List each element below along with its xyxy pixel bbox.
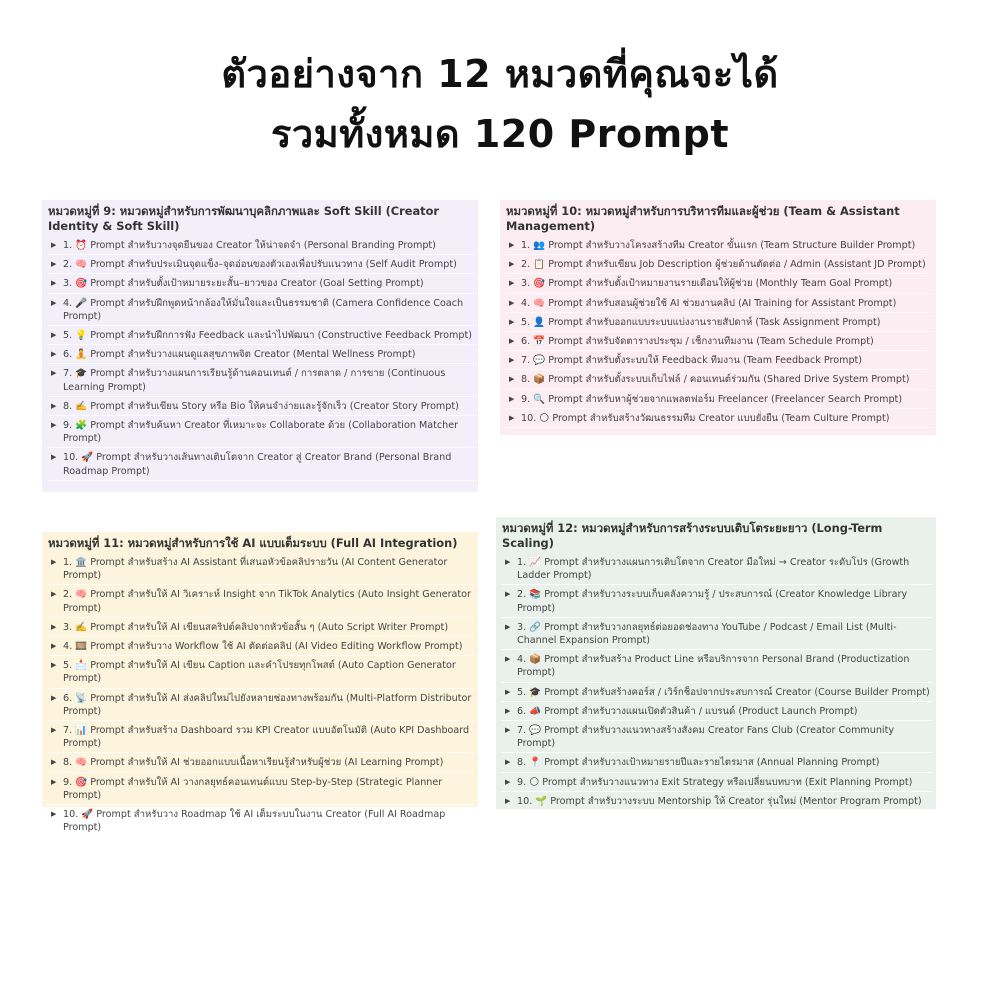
toggle-triangle-icon[interactable]: ▶ [51,726,57,735]
list-item[interactable] [47,774,474,805]
toggle-triangle-icon[interactable]: ▶ [505,706,511,715]
list-item[interactable] [47,657,474,688]
toggle-triangle-icon[interactable]: ▶ [51,693,57,702]
toggle-triangle-icon[interactable]: ▶ [51,810,57,819]
item-text: 8. ✍️ Prompt สำหรับเขียน Story หรือ Bio ให้คนจำง่ายและรู้จักเร็ว (Creator Story Prompt) [63,400,459,412]
list-item[interactable] [501,651,932,682]
toggle-triangle-icon[interactable]: ▶ [51,622,57,631]
list-item[interactable] [505,314,932,332]
item-text: 3. 🎯 Prompt สำหรับตั้งเป้าหมายระยะสั้น–ยาวของ Creator (Goal Setting Prompt) [63,278,424,290]
toggle-triangle-icon[interactable]: ▶ [505,726,511,735]
list-item[interactable] [47,619,474,637]
list-item[interactable] [47,256,474,274]
toggle-triangle-icon[interactable]: ▶ [51,350,57,359]
panel-title: หมวดหมู่ที่ 11: หมวดหมู่สำหรับการใช้ AI แบบเต็มระบบ (Full AI Integration) [48,536,458,550]
list-item[interactable] [505,391,932,409]
toggle-triangle-icon[interactable]: ▶ [51,558,57,566]
list-item[interactable] [47,722,474,753]
item-text: 10. 🌱 Prompt สำหรับวางระบบ Mentorship ให้ Creator รุ่นใหม่ (Mentor Program Prompt) [517,795,922,807]
item-text: 1. ⏰ Prompt สำหรับวางจุดยืนของ Creator ให้น่าจดจำ (Personal Branding Prompt) [63,240,436,251]
item-text: 3. ✍️ Prompt สำหรับให้ AI เขียนสคริปต์คลิปจากหัวข้อสั้น ๆ (Auto Script Writer Prompt) [63,621,449,633]
toggle-triangle-icon[interactable]: ▶ [509,356,515,365]
list-item[interactable] [47,554,474,585]
toggle-triangle-icon[interactable]: ▶ [505,622,511,631]
list-item[interactable] [505,371,932,389]
item-text: 7. 💬 Prompt สำหรับวางแนวทางสร้างสังคม Creator Fans Club (Creator Community Prompt) [517,725,895,750]
toggle-triangle-icon[interactable]: ▶ [505,655,511,664]
toggle-triangle-icon[interactable]: ▶ [51,453,57,462]
toggle-triangle-icon[interactable]: ▶ [51,758,57,767]
list-item[interactable] [501,703,932,721]
item-text: 6. 📣 Prompt สำหรับวางแผนเปิดตัวสินค้า / แบรนด์ (Product Launch Prompt) [517,705,858,717]
item-text: 2. 🧠 Prompt สำหรับให้ AI วิเคราะห์ Insight จาก TikTok Analytics (Auto Insight Generator Prompt) [63,589,471,614]
headline [0,44,1000,164]
item-text: 6. 📅 Prompt สำหรับจัดตารางประชุม / เช็กงานทีมงาน (Team Schedule Prompt) [521,336,874,348]
list-item[interactable] [47,806,474,837]
list-item[interactable] [47,237,474,255]
toggle-triangle-icon[interactable]: ▶ [509,375,515,384]
item-text: 9. 🧩 Prompt สำหรับค้นหา Creator ที่เหมาะจะ Collaborate ด้วย (Collaboration Matcher Prompt) [63,420,459,445]
toggle-triangle-icon[interactable]: ▶ [51,421,57,430]
list-item[interactable] [505,237,932,255]
toggle-triangle-icon[interactable]: ▶ [51,260,57,269]
item-text: 4. 📦 Prompt สำหรับสร้าง Product Line หรือบริการจาก Personal Brand (Productization Prompt) [517,654,910,679]
item-text: 1. 📈 Prompt สำหรับวางแผนการเติบโตจาก Creator มือใหม่ → Creator ระดับโปร (Growth Ladder Prompt) [517,557,910,582]
prompt-list [47,237,474,481]
list-item[interactable] [47,346,474,364]
item-text: 5. 💡 Prompt สำหรับฝึกการฟัง Feedback และนำไปพัฒนา (Constructive Feedback Prompt) [63,330,472,342]
toggle-triangle-icon[interactable]: ▶ [51,642,57,651]
item-text: 4. 🧠 Prompt สำหรับสอนผู้ช่วยใช้ AI ช่วยงานคลิป (AI Training for Assistant Prompt) [521,297,897,309]
toggle-triangle-icon[interactable]: ▶ [51,331,57,340]
toggle-triangle-icon[interactable]: ▶ [509,317,515,326]
list-item[interactable] [501,684,932,702]
list-item[interactable] [501,619,932,650]
item-text: 9. 🎯 Prompt สำหรับให้ AI วางกลยุทธ์คอนเทนต์แบบ Step-by-Step (Strategic Planner Prompt) [63,776,443,801]
list-item[interactable] [501,554,932,585]
item-text: 9. 🌕 Prompt สำหรับวางแนวทาง Exit Strategy หรือเปลี่ยนบทบาท (Exit Planning Prompt) [517,776,913,788]
list-item[interactable] [505,295,932,313]
list-item[interactable] [505,410,932,428]
item-text: 10. 🌕 Prompt สำหรับสร้างวัฒนธรรมทีม Creator แบบยั่งยืน (Team Culture Prompt) [521,412,890,424]
toggle-triangle-icon[interactable]: ▶ [51,298,57,307]
prompt-list [501,554,932,811]
list-item[interactable] [47,449,474,480]
item-text: 10. 🚀 Prompt สำหรับวาง Roadmap ใช้ AI เต็มระบบในงาน Creator (Full AI Roadmap Prompt) [63,809,446,834]
toggle-triangle-icon[interactable]: ▶ [505,796,511,805]
toggle-triangle-icon[interactable]: ▶ [51,777,57,786]
toggle-triangle-icon[interactable]: ▶ [509,298,515,307]
item-text: 2. 🧠 Prompt สำหรับประเมินจุดแข็ง–จุดอ่อนของตัวเองเพื่อปรับแนวทาง (Self Audit Prompt) [63,259,457,271]
item-text: 5. 📩 Prompt สำหรับให้ AI เขียน Caption และคำโปรยทุกโพสต์ (Auto Caption Generator Prompt) [63,660,456,685]
list-item[interactable] [501,793,932,811]
list-item[interactable] [47,365,474,396]
list-item[interactable] [501,722,932,753]
category-panel-10 [500,200,936,435]
toggle-triangle-icon[interactable]: ▶ [505,777,511,786]
toggle-triangle-icon[interactable]: ▶ [51,590,57,599]
panel-title: หมวดหมู่ที่ 10: หมวดหมู่สำหรับการบริหารทีมและผู้ช่วย (Team & Assistant Management) [506,204,900,233]
list-item[interactable] [47,690,474,721]
list-item[interactable] [505,275,932,293]
item-text: 7. 🎓 Prompt สำหรับวางแผนการเรียนรู้ด้านคอนเทนต์ / การตลาด / การขาย (Continuous Learning Prompt) [63,368,446,393]
toggle-triangle-icon[interactable]: ▶ [509,413,515,422]
headline-line-1: ตัวอย่างจาก 12 หมวดที่คุณจะได้ [221,52,779,96]
item-text: 8. 🧠 Prompt สำหรับให้ AI ช่วยออกแบบเนื้อหาเรียนรู้สำหรับผู้ช่วย (AI Learning Prompt) [63,757,444,769]
item-text: 3. 🔗 Prompt สำหรับวางกลยุทธ์ต่อยอดช่องทาง YouTube / Podcast / Email List (Multi-Channel Expansion Prompt) [517,621,897,647]
toggle-triangle-icon[interactable]: ▶ [51,369,57,378]
toggle-triangle-icon[interactable]: ▶ [51,241,57,249]
item-text: 5. 👤 Prompt สำหรับออกแบบระบบแบ่งงานรายสัปดาห์ (Task Assignment Prompt) [521,316,881,328]
toggle-triangle-icon[interactable]: ▶ [509,394,515,403]
panel-title: หมวดหมู่ที่ 9: หมวดหมู่สำหรับการพัฒนาบุคลิกภาพและ Soft Skill (Creator Identity & Soft Skill) [48,204,440,233]
list-item[interactable] [501,754,932,772]
toggle-triangle-icon[interactable]: ▶ [509,241,515,249]
list-item[interactable] [47,295,474,326]
category-panel-11 [42,532,478,834]
list-item[interactable] [47,754,474,772]
headline-line-2: รวมทั้งหมด 120 Prompt [270,112,730,156]
item-text: 8. 📍 Prompt สำหรับวางเป้าหมายรายปีและรายไตรมาส (Annual Planning Prompt) [517,757,880,769]
toggle-triangle-icon[interactable]: ▶ [505,558,511,566]
list-item[interactable] [47,417,474,448]
list-item[interactable] [505,256,932,274]
list-item[interactable] [505,352,932,370]
prompt-list [505,237,932,428]
category-panel-9 [42,200,478,492]
toggle-triangle-icon[interactable]: ▶ [505,758,511,767]
item-text: 2. 📚 Prompt สำหรับวางระบบเก็บคลังความรู้ / ประสบการณ์ (Creator Knowledge Library Prompt) [517,589,908,614]
list-item[interactable] [47,638,474,656]
toggle-triangle-icon[interactable]: ▶ [505,590,511,599]
toggle-triangle-icon[interactable]: ▶ [509,279,515,288]
item-text: 6. 📡 Prompt สำหรับให้ AI ส่งคลิปใหม่ไปยังหลายช่องทางพร้อมกัน (Multi-Platform Distributor Prompt) [63,692,472,717]
item-text: 1. 👥 Prompt สำหรับวางโครงสร้างทีม Creator ขั้นแรก (Team Structure Builder Prompt) [521,240,916,251]
list-item[interactable] [501,774,932,792]
list-item[interactable] [47,275,474,293]
item-text: 2. 📋 Prompt สำหรับเขียน Job Description ผู้ช่วยด้านตัดต่อ / Admin (Assistant JD Prompt) [521,259,926,271]
list-item[interactable] [501,586,932,617]
list-item[interactable] [47,398,474,416]
item-text: 7. 💬 Prompt สำหรับตั้งระบบให้ Feedback ทีมงาน (Team Feedback Prompt) [521,355,863,367]
item-text: 7. 📊 Prompt สำหรับสร้าง Dashboard รวม KPI Creator แบบอัตโนมัติ (Auto KPI Dashboard Prompt) [63,725,470,750]
item-text: 10. 🚀 Prompt สำหรับวางเส้นทางเติบโตจาก Creator สู่ Creator Brand (Personal Brand Roadmap Prompt) [63,452,452,477]
panel-title: หมวดหมู่ที่ 12: หมวดหมู่สำหรับการสร้างระบบเติบโตระยะยาว (Long-Term Scaling) [502,521,883,550]
list-item[interactable] [505,333,932,351]
toggle-triangle-icon[interactable]: ▶ [51,401,57,410]
item-text: 1. 🏛️ Prompt สำหรับสร้าง AI Assistant ที่เสนอหัวข้อคลิปรายวัน (AI Content Generator Prompt) [63,557,448,582]
toggle-triangle-icon[interactable]: ▶ [509,260,515,269]
item-text: 5. 🎓 Prompt สำหรับสร้างคอร์ส / เวิร์กช็อปจากประสบการณ์ Creator (Course Builder Prompt) [517,686,930,698]
list-item[interactable] [47,586,474,617]
item-text: 9. 🔍 Prompt สำหรับหาผู้ช่วยจากแพลตฟอร์ม Freelancer (Freelancer Search Prompt) [521,393,903,405]
toggle-triangle-icon[interactable]: ▶ [505,687,511,696]
toggle-triangle-icon[interactable]: ▶ [509,337,515,346]
toggle-triangle-icon[interactable]: ▶ [51,661,57,670]
item-text: 6. 🧘 Prompt สำหรับวางแผนดูแลสุขภาพจิต Creator (Mental Wellness Prompt) [63,349,416,361]
item-text: 4. 🎤 Prompt สำหรับฝึกพูดหน้ากล้องให้มั่นใจและเป็นธรรมชาติ (Camera Confidence Coach Prompt) [63,297,464,322]
item-text: 8. 📦 Prompt สำหรับตั้งระบบเก็บไฟล์ / คอนเทนต์ร่วมกัน (Shared Drive System Prompt) [521,374,910,386]
list-item[interactable] [47,327,474,345]
category-panel-12 [496,517,936,809]
toggle-triangle-icon[interactable]: ▶ [51,279,57,288]
item-text: 3. 🎯 Prompt สำหรับตั้งเป้าหมายงานรายเดือนให้ผู้ช่วย (Monthly Team Goal Prompt) [521,278,893,290]
item-text: 4. 🎞️ Prompt สำหรับวาง Workflow ใช้ AI ตัดต่อคลิป (AI Video Editing Workflow Prompt) [63,641,463,653]
prompt-list [47,554,474,837]
